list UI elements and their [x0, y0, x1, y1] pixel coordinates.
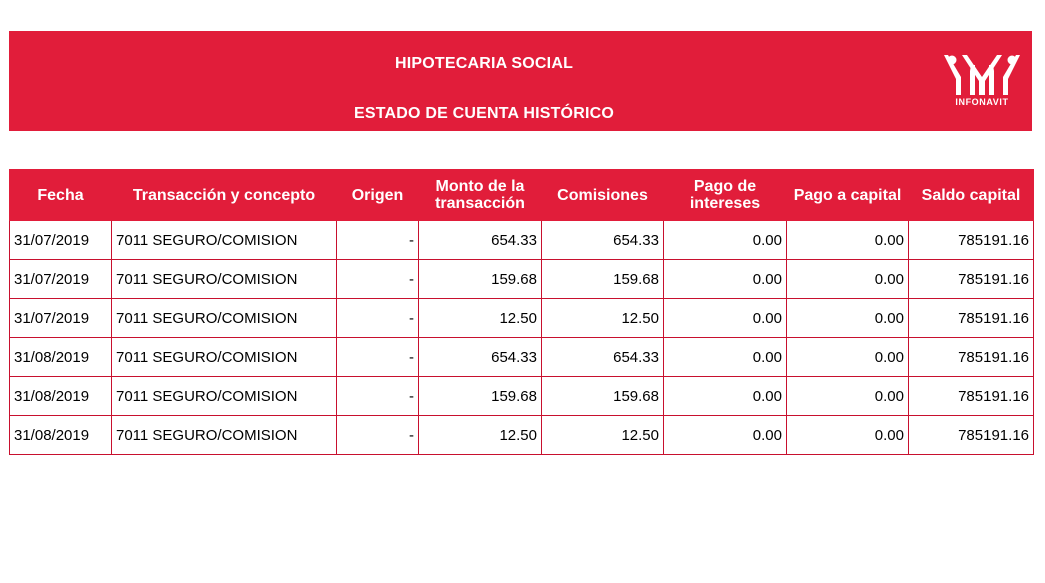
logo-text: INFONAVIT — [955, 97, 1009, 107]
cell-comisiones: 12.50 — [542, 416, 664, 455]
column-header-saldo-capital: Saldo capital — [909, 170, 1034, 221]
table-row — [10, 416, 1034, 455]
cell-origen: - — [337, 338, 419, 377]
cell-fecha: 31/08/2019 — [10, 338, 112, 377]
cell-transaccion: 7011 SEGURO/COMISION — [112, 416, 337, 455]
cell-origen: - — [337, 416, 419, 455]
cell-pago-capital: 0.00 — [787, 338, 909, 377]
cell-transaccion: 7011 SEGURO/COMISION — [112, 221, 337, 260]
cell-monto: 159.68 — [419, 260, 542, 299]
cell-origen: - — [337, 260, 419, 299]
cell-saldo-capital: 785191.16 — [909, 338, 1034, 377]
column-header-comisiones: Comisiones — [542, 170, 664, 221]
infonavit-logo-icon — [942, 51, 1022, 97]
cell-pago-capital: 0.00 — [787, 221, 909, 260]
cell-pago-intereses: 0.00 — [664, 260, 787, 299]
cell-saldo-capital: 785191.16 — [909, 416, 1034, 455]
cell-monto: 654.33 — [419, 338, 542, 377]
cell-comisiones: 12.50 — [542, 299, 664, 338]
cell-comisiones: 159.68 — [542, 377, 664, 416]
cell-monto: 12.50 — [419, 299, 542, 338]
page-subtitle: ESTADO DE CUENTA HISTÓRICO — [353, 105, 615, 122]
cell-origen: - — [337, 377, 419, 416]
table-header-row — [10, 170, 1034, 221]
cell-pago-intereses: 0.00 — [664, 338, 787, 377]
cell-saldo-capital: 785191.16 — [909, 377, 1034, 416]
column-header-pago-capital: Pago a capital — [787, 170, 909, 221]
cell-pago-capital: 0.00 — [787, 299, 909, 338]
cell-saldo-capital: 785191.16 — [909, 299, 1034, 338]
cell-origen: - — [337, 299, 419, 338]
cell-saldo-capital: 785191.16 — [909, 221, 1034, 260]
infonavit-logo — [942, 51, 1022, 111]
cell-fecha: 31/07/2019 — [10, 221, 112, 260]
column-header-transaccion: Transacción y concepto — [112, 170, 337, 221]
cell-pago-intereses: 0.00 — [664, 221, 787, 260]
cell-monto: 12.50 — [419, 416, 542, 455]
table-row — [10, 260, 1034, 299]
cell-comisiones: 654.33 — [542, 221, 664, 260]
table-row — [10, 299, 1034, 338]
cell-pago-capital: 0.00 — [787, 377, 909, 416]
table-row — [10, 377, 1034, 416]
cell-comisiones: 654.33 — [542, 338, 664, 377]
cell-fecha: 31/07/2019 — [10, 260, 112, 299]
cell-fecha: 31/08/2019 — [10, 377, 112, 416]
table-row — [10, 338, 1034, 377]
column-header-pago-intereses: Pago de intereses — [664, 170, 787, 221]
page-title: HIPOTECARIA SOCIAL — [394, 55, 574, 72]
cell-transaccion: 7011 SEGURO/COMISION — [112, 338, 337, 377]
table-row — [10, 221, 1034, 260]
cell-origen: - — [337, 221, 419, 260]
column-header-fecha: Fecha — [10, 170, 112, 221]
cell-pago-intereses: 0.00 — [664, 299, 787, 338]
cell-fecha: 31/07/2019 — [10, 299, 112, 338]
cell-transaccion: 7011 SEGURO/COMISION — [112, 377, 337, 416]
cell-pago-intereses: 0.00 — [664, 377, 787, 416]
account-history-table — [9, 169, 1034, 455]
column-header-origen: Origen — [337, 170, 419, 221]
cell-pago-intereses: 0.00 — [664, 416, 787, 455]
cell-transaccion: 7011 SEGURO/COMISION — [112, 260, 337, 299]
cell-pago-capital: 0.00 — [787, 416, 909, 455]
cell-comisiones: 159.68 — [542, 260, 664, 299]
column-header-monto: Monto de la transacción — [419, 170, 542, 221]
cell-transaccion: 7011 SEGURO/COMISION — [112, 299, 337, 338]
cell-pago-capital: 0.00 — [787, 260, 909, 299]
cell-fecha: 31/08/2019 — [10, 416, 112, 455]
cell-saldo-capital: 785191.16 — [909, 260, 1034, 299]
cell-monto: 159.68 — [419, 377, 542, 416]
header-banner — [9, 31, 1032, 131]
cell-monto: 654.33 — [419, 221, 542, 260]
